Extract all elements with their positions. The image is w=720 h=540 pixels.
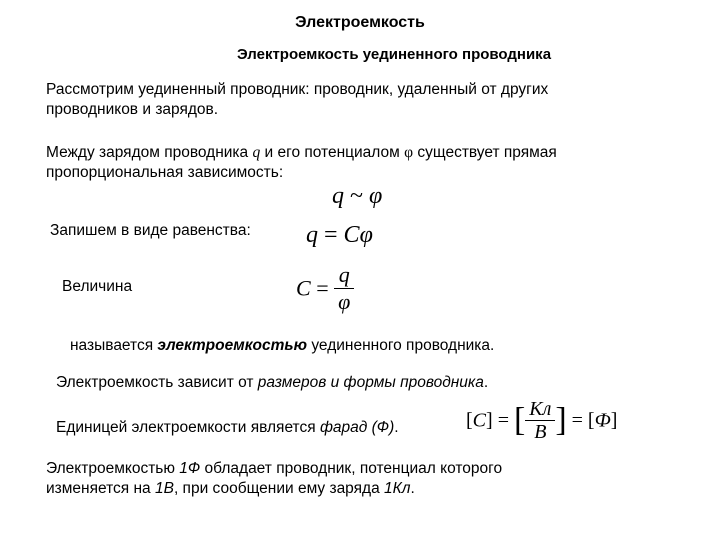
symbol-phi: φ xyxy=(404,144,414,161)
formula-equality: q = Cφ xyxy=(306,222,373,248)
page-title: Электроемкость xyxy=(295,14,425,31)
paragraph-unit: Единицей электроемкости является фарад (Ф). xyxy=(56,419,399,436)
formula-unit: [C] = [ $\frac{Кл}{В}$ ] = [Ф] xyxy=(466,398,618,443)
paragraph-line: Между зарядом проводника q и его потенциалом φ существует прямая xyxy=(46,144,557,161)
paragraph-dependence: Электроемкость зависит от размеров и формы проводника. xyxy=(56,374,489,391)
formula-proportional: q ~ φ xyxy=(332,183,383,209)
fraction: $\frac{q}{\varphi}$ xyxy=(334,262,354,315)
paragraph-line: проводников и зарядов. xyxy=(46,101,219,118)
paragraph-line: Электроемкостью 1Ф обладает проводник, потенциал которого xyxy=(46,460,503,477)
paragraph-line: Рассмотрим уединенный проводник: проводник, удаленный от других xyxy=(46,81,549,98)
paragraph-line: изменяется на 1В, при сообщении ему заряда 1Кл. xyxy=(46,480,415,497)
paragraph-called: называется электроемкостью уединенного проводника. xyxy=(70,337,495,354)
paragraph-one-farad xyxy=(46,459,502,499)
term-capacitance: электроемкостью xyxy=(157,337,308,354)
paragraph-definition xyxy=(46,80,548,120)
fraction: $\frac{Кл}{В}$ xyxy=(525,398,555,443)
symbol-q: q xyxy=(252,144,261,161)
page-subtitle: Электроемкость уединенного проводника xyxy=(236,46,552,63)
paragraph-line: пропорциональная зависимость: xyxy=(46,164,284,181)
magnitude-label: Величина xyxy=(62,278,133,295)
paragraph-proportionality xyxy=(46,143,557,183)
write-label: Запишем в виде равенства: xyxy=(50,222,251,239)
formula-capacitance: C = $\frac{q}{\varphi}$ xyxy=(296,262,354,315)
